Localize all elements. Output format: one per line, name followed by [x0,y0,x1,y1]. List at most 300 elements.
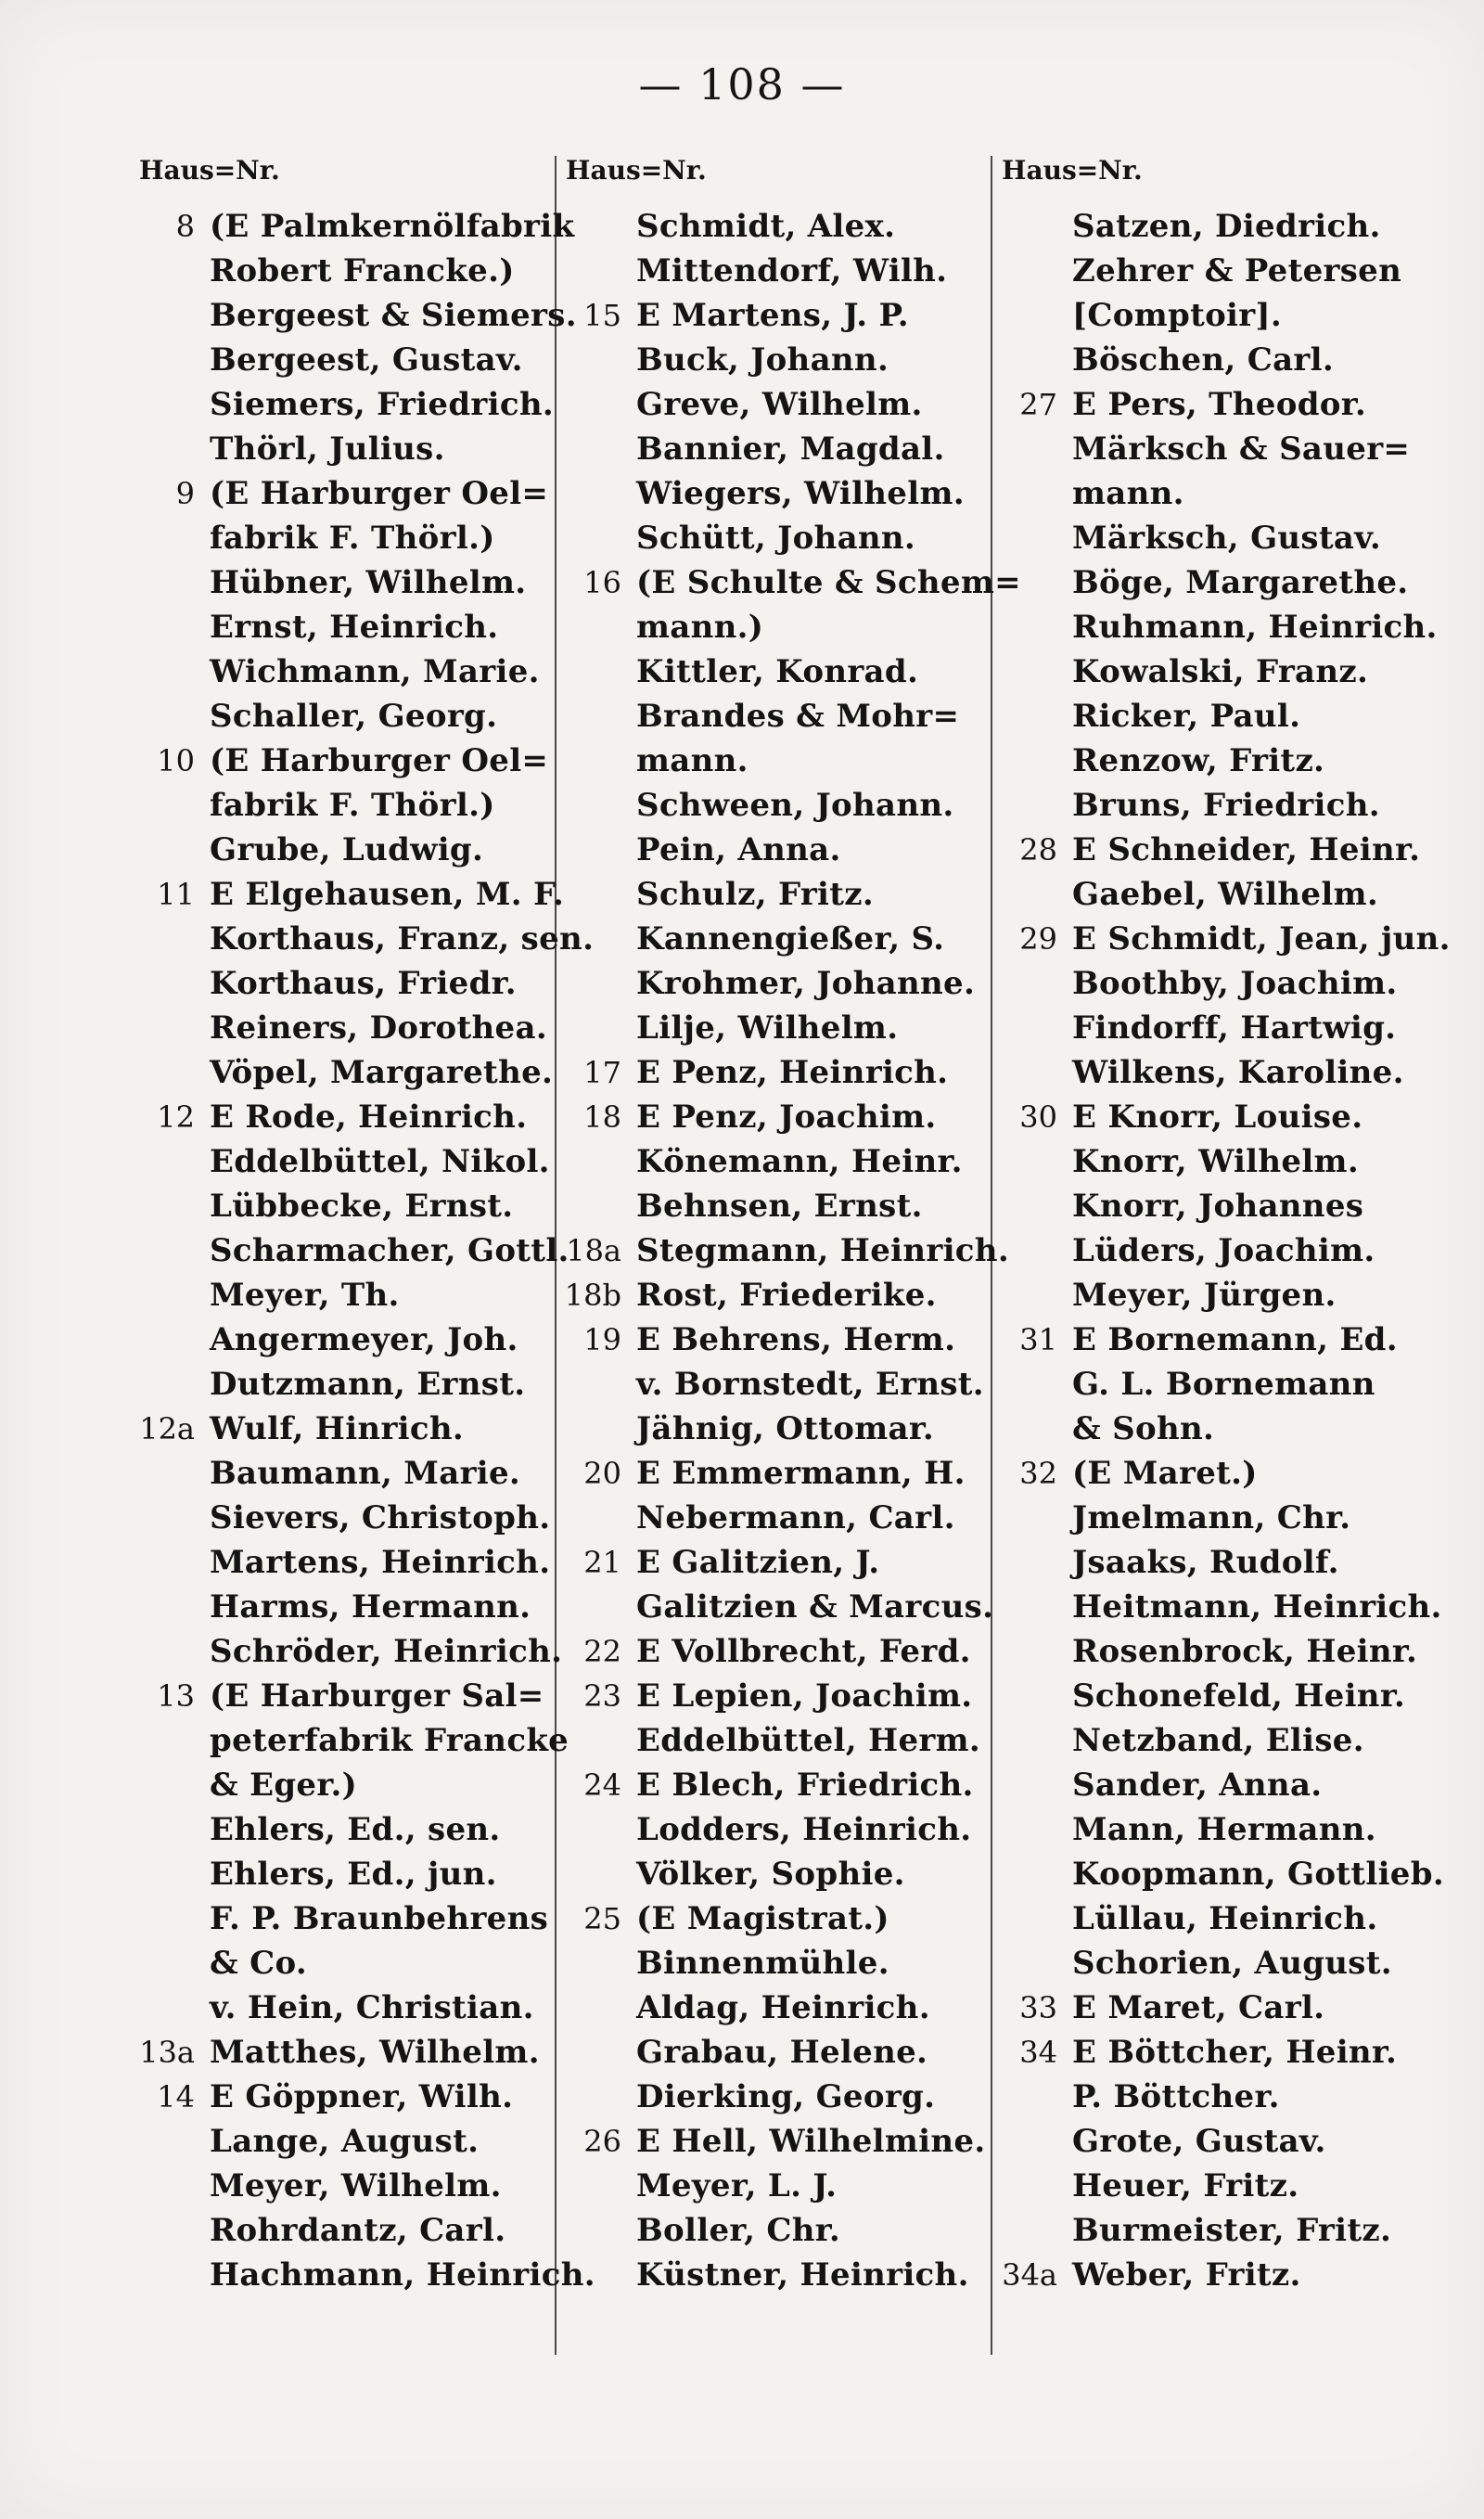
house-number: 13a [139,2035,195,2070]
resident-entry: Ricker, Paul. [1072,698,1301,735]
list-item [137,694,555,739]
house-number: 12a [139,1411,195,1446]
list-item [564,1184,991,1228]
list-item [564,1718,991,1763]
list-item [564,1674,991,1718]
list-item [137,2164,555,2208]
list-item [564,516,991,560]
resident-entry: Korthaus, Franz, sen. [210,920,595,957]
resident-entry: Bruns, Friedrich. [1072,787,1380,824]
list-item [564,1095,991,1139]
list-item [137,917,595,961]
resident-entry: Rost, Friederike. [636,1277,937,1314]
list-item [137,1807,555,1852]
list-item [137,560,555,605]
resident-entry: Netzband, Elise. [1072,1722,1364,1759]
resident-entry: mann. [636,742,748,779]
resident-entry: peterfabrik Francke [210,1722,569,1759]
house-number: 21 [583,1545,621,1580]
resident-entry: Boothby, Joachim. [1072,965,1398,1002]
list-item [137,1184,555,1228]
list-item [1000,1674,1445,1718]
house-number: 17 [583,1055,621,1090]
resident-entry: Schröder, Heinrich. [210,1633,563,1670]
resident-entry: E Göppner, Wilh. [210,2078,514,2115]
resident-entry: Meyer, L. J. [636,2167,838,2204]
resident-entry: Mittendorf, Wilh. [636,252,948,289]
list-item [1000,1451,1445,1496]
house-number: 34a [1002,2257,1057,2293]
list-item [137,1050,555,1095]
resident-entry: Völker, Sophie. [636,1856,905,1893]
list-item [1000,2075,1445,2119]
resident-entry: G. L. Bornemann [1072,1366,1375,1403]
list-item [137,2253,595,2297]
list-item [1000,293,1445,338]
list-item [137,1540,555,1585]
resident-entry: Wilkens, Karoline. [1072,1054,1404,1091]
list-item [564,2030,991,2075]
resident-entry: (E Maret.) [1072,1455,1258,1492]
resident-entry: Renzow, Fritz. [1072,742,1325,779]
list-item [564,560,1021,605]
resident-entry: Schaller, Georg. [210,698,498,735]
column-header: Haus=Nr. [566,155,707,186]
resident-entry: Burmeister, Fritz. [1072,2212,1392,2249]
house-number: 18b [564,1278,621,1313]
house-number: 10 [157,743,195,778]
list-item [1000,204,1445,249]
list-item [564,828,991,872]
list-item [1000,1896,1445,1941]
list-item [564,1407,991,1451]
resident-entry: Stegmann, Heinrich. [636,1232,1009,1269]
house-number: 33 [1019,1990,1057,2025]
resident-entry: Schütt, Johann. [636,520,916,557]
entry-list [564,204,1021,2297]
house-number: 25 [583,1901,621,1936]
resident-entry: Sander, Anna. [1072,1767,1323,1804]
list-item [564,1050,991,1095]
resident-entry: Rohrdantz, Carl. [210,2212,506,2249]
resident-entry: E Schmidt, Jean, jun. [1072,920,1451,957]
resident-entry: Siemers, Friedrich. [210,386,555,423]
list-item [137,872,565,917]
entry-list [1000,204,1451,2297]
house-number: 26 [583,2124,621,2159]
list-item [137,249,555,293]
list-item [137,1718,569,1763]
list-item [1000,427,1445,471]
resident-entry: Schmidt, Alex. [636,208,896,245]
resident-entry: Brandes & Mohr= [636,698,960,735]
resident-entry: Satzen, Diedrich. [1072,208,1381,245]
house-number: 24 [583,1767,621,1803]
directory-column-2 [564,148,1021,2482]
resident-entry: E Lepien, Joachim. [636,1677,973,1715]
house-number: 18 [583,1099,621,1135]
list-item [137,1362,555,1407]
resident-entry: Grabau, Helene. [636,2034,928,2071]
resident-entry: (E Schulte & Schem= [636,564,1021,601]
resident-entry: Zehrer & Petersen [1072,252,1402,289]
list-item [137,605,555,649]
house-number: 31 [1019,1322,1057,1357]
list-item [1000,338,1445,382]
resident-entry: Thörl, Julius. [210,431,445,468]
resident-entry: Matthes, Wilhelm. [210,2034,540,2071]
list-item [1000,560,1445,605]
list-item [564,427,991,471]
directory-column-3 [1000,148,1451,2482]
house-number: 29 [1019,921,1057,957]
list-item [1000,872,1445,917]
list-item [564,1941,991,1986]
resident-entry: E Rode, Heinrich. [210,1099,528,1136]
house-number: 23 [583,1678,621,1714]
list-item [564,1496,991,1540]
resident-entry: & Co. [210,1945,308,1982]
resident-entry: Schonefeld, Heinr. [1072,1677,1406,1715]
resident-entry: Korthaus, Friedr. [210,965,517,1002]
resident-entry: Grote, Gustav. [1072,2123,1326,2160]
resident-entry: E Elgehausen, M. F. [210,876,565,913]
house-number: 34 [1019,2035,1057,2070]
list-item [564,338,991,382]
house-number: 20 [583,1456,621,1491]
resident-entry: Heuer, Fritz. [1072,2167,1299,2204]
resident-entry: Wulf, Hinrich. [210,1410,465,1447]
resident-entry: Jsaaks, Rudolf. [1072,1544,1339,1581]
resident-entry: Kittler, Konrad. [636,653,919,690]
house-number: 19 [583,1322,621,1357]
list-item [1000,1362,1445,1407]
resident-entry: (E Magistrat.) [636,1900,889,1937]
list-item [564,1228,1009,1273]
resident-entry: Grube, Ludwig. [210,831,484,868]
resident-entry: Angermeyer, Joh. [210,1321,518,1358]
resident-entry: Bergeest, Gustav. [210,341,523,379]
resident-entry: v. Hein, Christian. [210,1989,534,2026]
resident-entry: Jähnig, Ottomar. [636,1410,935,1447]
resident-entry: & Eger.) [210,1767,357,1804]
resident-entry: Aldag, Heinrich. [636,1989,930,2026]
list-item [137,1407,555,1451]
resident-entry: E Galitzien, J. [636,1544,880,1581]
resident-entry: Ehlers, Ed., sen. [210,1811,501,1848]
resident-entry: P. Böttcher. [1072,2078,1280,2115]
resident-entry: E Behrens, Herm. [636,1321,956,1358]
list-item [1000,917,1451,961]
resident-entry: E Knorr, Louise. [1072,1099,1363,1136]
list-item [137,1852,555,1896]
list-item [564,382,991,427]
list-item [1000,1184,1445,1228]
resident-entry: (E Harburger Sal= [210,1677,544,1715]
list-item [137,1006,555,1050]
list-item [1000,2119,1445,2164]
list-item [137,471,555,516]
list-item [1000,1317,1445,1362]
resident-entry: Baumann, Marie. [210,1455,521,1492]
house-number: 15 [583,298,621,333]
list-item [564,1362,991,1407]
list-item [1000,1629,1445,1674]
page-number: — 108 — [638,59,846,109]
resident-entry: Dutzmann, Ernst. [210,1366,526,1403]
list-item [564,694,991,739]
list-item [1000,1273,1445,1317]
list-item [137,1095,555,1139]
resident-entry: Lüllau, Heinrich. [1072,1900,1378,1937]
list-item [1000,961,1445,1006]
house-number: 16 [583,565,621,600]
list-item [564,605,991,649]
resident-entry: E Martens, J. P. [636,297,909,334]
resident-entry: Sievers, Christoph. [210,1499,551,1536]
list-item [564,2253,991,2297]
resident-entry: Heitmann, Heinrich. [1072,1588,1442,1626]
resident-entry: E Vollbrecht, Ferd. [636,1633,971,1670]
resident-entry: Boller, Chr. [636,2212,841,2249]
list-item [137,1674,555,1718]
resident-entry: Ehlers, Ed., jun. [210,1856,497,1893]
list-item [564,2164,991,2208]
resident-entry: Rosenbrock, Heinr. [1072,1633,1418,1670]
resident-entry: Krohmer, Johanne. [636,965,976,1002]
list-item [1000,1585,1445,1629]
list-item [564,739,991,783]
list-item [1000,1986,1445,2030]
list-item [1000,516,1445,560]
resident-entry: E Blech, Friedrich. [636,1767,974,1804]
house-number: 9 [175,476,195,511]
resident-entry: E Maret, Carl. [1072,1989,1325,2026]
resident-entry: E Emmermann, H. [636,1455,966,1492]
house-number: 14 [157,2079,195,2114]
list-item [1000,1095,1445,1139]
list-item [137,204,575,249]
resident-entry: Kowalski, Franz. [1072,653,1369,690]
list-item [564,649,991,694]
resident-entry: E Schneider, Heinr. [1072,831,1421,868]
list-item [564,872,991,917]
list-item [137,338,555,382]
list-item [564,1852,991,1896]
list-item [1000,2164,1445,2208]
list-item [137,1139,555,1184]
resident-entry: Mann, Hermann. [1072,1811,1376,1848]
list-item [564,204,991,249]
list-item [1000,605,1445,649]
list-item [564,1006,991,1050]
resident-entry: Martens, Heinrich. [210,1544,551,1581]
resident-entry: Binnenmühle. [636,1945,889,1982]
resident-entry: Hübner, Wilhelm. [210,564,527,601]
list-item [564,2075,991,2119]
list-item [564,1629,991,1674]
resident-entry: F. P. Braunbehrens [210,1900,549,1937]
list-item [137,961,555,1006]
resident-entry: & Sohn. [1072,1410,1215,1447]
resident-entry: Bannier, Magdal. [636,431,945,468]
list-item [137,783,555,828]
resident-entry: (E Harburger Oel= [210,742,549,779]
resident-entry: Nebermann, Carl. [636,1499,955,1536]
resident-entry: Hachmann, Heinrich. [210,2256,595,2294]
list-item [137,1273,555,1317]
resident-entry: Meyer, Wilhelm. [210,2167,502,2204]
resident-entry: Scharmacher, Gottl. [210,1232,569,1269]
list-item [1000,1006,1445,1050]
resident-entry: (E Palmkernölfabrik [210,208,575,245]
resident-entry: Reiners, Dorothea. [210,1009,547,1047]
column-header: Haus=Nr. [1002,155,1143,186]
list-item [1000,2030,1445,2075]
resident-entry: Gaebel, Wilhelm. [1072,876,1378,913]
house-number: 30 [1019,1099,1057,1135]
resident-entry: v. Bornstedt, Ernst. [636,1366,984,1403]
resident-entry: Greve, Wilhelm. [636,386,923,423]
resident-entry: Knorr, Johannes [1072,1188,1364,1225]
house-number: 28 [1019,832,1057,868]
resident-entry: Dierking, Georg. [636,2078,936,2115]
resident-entry: Lange, August. [210,2123,480,2160]
resident-entry: Buck, Johann. [636,341,889,379]
list-item [137,649,555,694]
list-item [137,1496,555,1540]
resident-entry: Robert Francke.) [210,252,515,289]
resident-entry: Lilje, Wilhelm. [636,1009,899,1047]
house-number: 32 [1019,1456,1057,1491]
list-item [1000,783,1445,828]
list-item [564,2119,991,2164]
list-item [564,293,991,338]
list-item [564,2208,991,2253]
list-item [564,961,991,1006]
resident-entry: E Penz, Heinrich. [636,1054,949,1091]
resident-entry: Harms, Hermann. [210,1588,531,1626]
resident-entry: Galitzien & Marcus. [636,1588,994,1626]
list-item [137,1986,555,2030]
resident-entry: Lodders, Heinrich. [636,1811,972,1848]
list-item [564,1273,991,1317]
resident-entry: Märksch & Sauer= [1072,431,1411,468]
list-item [137,2075,555,2119]
resident-entry: mann.) [636,609,764,646]
resident-entry: Bergeest & Siemers. [210,297,577,334]
resident-entry: Kannengießer, S. [636,920,945,957]
house-number: 13 [157,1678,195,1714]
resident-entry: Behnsen, Ernst. [636,1188,923,1225]
resident-entry: Küstner, Heinrich. [636,2256,969,2294]
resident-entry: Lübbecke, Ernst. [210,1188,514,1225]
resident-entry: Schorien, August. [1072,1945,1392,1982]
resident-entry: Wichmann, Marie. [210,653,540,690]
list-item [564,1896,991,1941]
list-item [1000,249,1445,293]
resident-entry: Könemann, Heinr. [636,1143,963,1180]
resident-entry: E Böttcher, Heinr. [1072,2034,1398,2071]
house-number: 27 [1019,387,1057,422]
resident-entry: Weber, Fritz. [1072,2256,1301,2294]
list-item [1000,649,1445,694]
resident-entry: Böge, Margarethe. [1072,564,1409,601]
resident-entry: Findorff, Hartwig. [1072,1009,1397,1047]
resident-entry: E Pers, Theodor. [1072,386,1366,423]
resident-entry: mann. [1072,475,1184,512]
resident-entry: Meyer, Jürgen. [1072,1277,1337,1314]
list-item [137,1896,555,1941]
list-item [564,1540,991,1585]
list-item [564,471,991,516]
list-item [1000,1763,1445,1807]
list-item [137,1585,555,1629]
list-item [137,1451,555,1496]
list-item [1000,2253,1445,2297]
list-item [137,739,555,783]
resident-entry: Vöpel, Margarethe. [210,1054,554,1091]
resident-entry: Pein, Anna. [636,831,841,868]
list-item [1000,1807,1445,1852]
resident-entry: Eddelbüttel, Herm. [636,1722,981,1759]
resident-entry: E Hell, Wilhelmine. [636,2123,986,2160]
list-item [564,1986,991,2030]
list-item [564,1585,994,1629]
resident-entry: E Bornemann, Ed. [1072,1321,1398,1358]
list-item [1000,1496,1445,1540]
list-item [1000,1852,1445,1896]
list-item [137,516,555,560]
list-item [137,1629,563,1674]
list-item [1000,694,1445,739]
list-item [564,1807,991,1852]
list-item [1000,1941,1445,1986]
resident-entry: Eddelbüttel, Nikol. [210,1143,550,1180]
list-item [564,1451,991,1496]
list-item [137,828,555,872]
list-item [137,2030,555,2075]
house-number: 22 [583,1634,621,1669]
column-header: Haus=Nr. [139,155,280,186]
list-item [1000,2208,1445,2253]
list-item [564,783,991,828]
resident-entry: Koopmann, Gottlieb. [1072,1856,1444,1893]
list-item [1000,739,1445,783]
list-item [137,1941,555,1986]
list-item [137,1228,569,1273]
house-number: 8 [175,209,195,244]
resident-entry: Märksch, Gustav. [1072,520,1381,557]
list-item [137,382,555,427]
resident-entry: [Comptoir]. [1072,297,1283,334]
house-number: 12 [157,1099,195,1135]
list-item [564,1763,991,1807]
resident-entry: Böschen, Carl. [1072,341,1334,379]
resident-entry: Ruhmann, Heinrich. [1072,609,1438,646]
list-item [564,917,991,961]
list-item [1000,1228,1445,1273]
resident-entry: fabrik F. Thörl.) [210,787,495,824]
list-item [137,1317,555,1362]
resident-entry: Lüders, Joachim. [1072,1232,1375,1269]
resident-entry: Jmelmann, Chr. [1072,1499,1351,1536]
resident-entry: Ernst, Heinrich. [210,609,499,646]
house-number: 18a [566,1233,621,1268]
list-item [137,2208,555,2253]
resident-entry: Wiegers, Wilhelm. [636,475,965,512]
list-item [1000,828,1445,872]
